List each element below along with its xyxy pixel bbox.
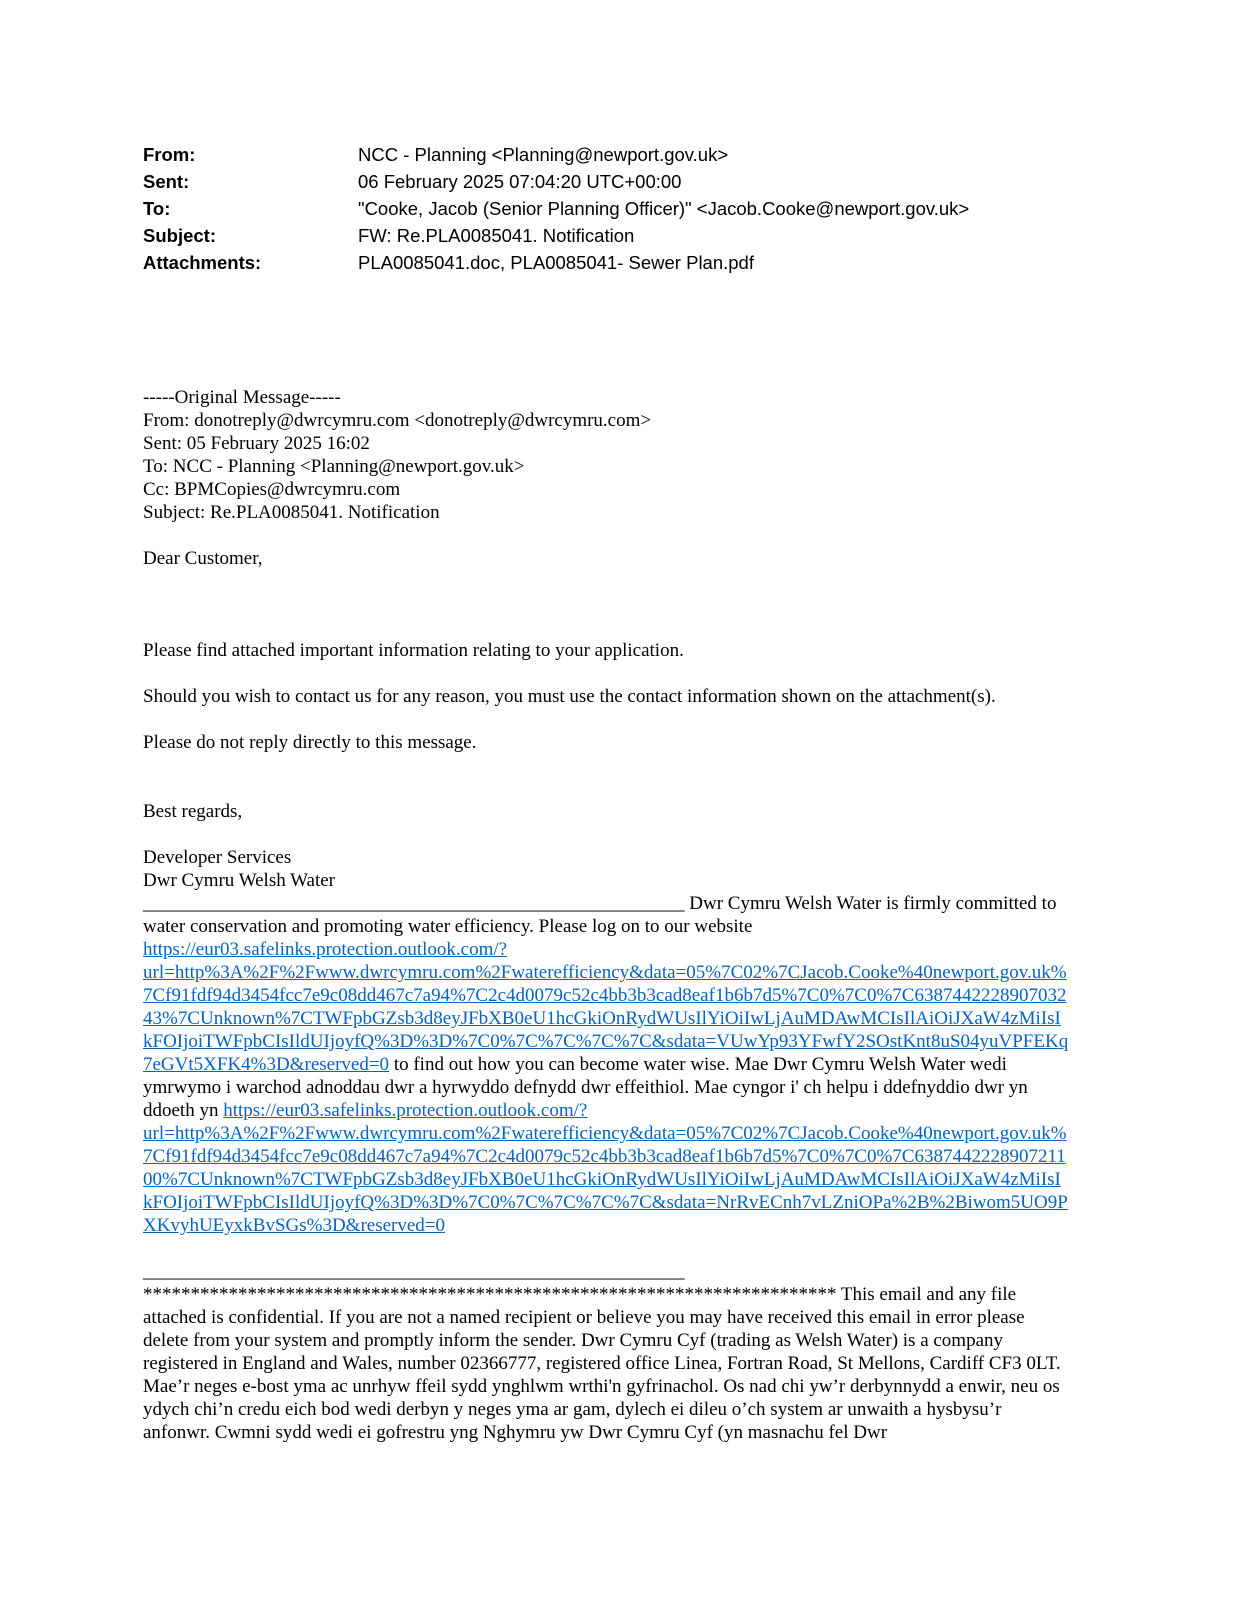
- text-run: to find out how you can become water wise. Mae Dwr Cymru Welsh Water wedi ymrwymo i warchod adnoddau dwr a hyrwyddo defnydd dwr effeithiol. Mae cyngor i' ch helpu i ddefnyddio dwr yn ddoeth yn: [143, 1054, 1028, 1121]
- header-value-subject: FW: Re.PLA0085041. Notification: [358, 225, 635, 246]
- quoted-to: [143, 455, 1069, 478]
- header-field-subject: [143, 222, 1069, 249]
- signature-team: [143, 846, 1069, 869]
- body-paragraph-contact-info: [143, 685, 1069, 708]
- header-value-to: "Cooke, Jacob (Senior Planning Officer)" <Jacob.Cooke@newport.gov.uk>: [358, 198, 970, 219]
- quoted-from: [143, 409, 1069, 432]
- text-run: Please find attached important information relating to your application.: [143, 640, 684, 661]
- confidentiality-notice: [143, 1283, 1069, 1444]
- sign-off: [143, 800, 1069, 823]
- text-run: Cc: BPMCopies@dwrcymru.com: [143, 479, 401, 500]
- quoted-cc: [143, 478, 1069, 501]
- body-paragraph-attached-info: [143, 639, 1069, 662]
- blank-line: [143, 1237, 1069, 1260]
- header-label-attachments: Attachments:: [143, 252, 262, 273]
- email-body: [143, 386, 1069, 1444]
- text-run: Dear Customer,: [143, 548, 263, 569]
- water-efficiency-link-english[interactable]: https://eur03.safelinks.protection.outlook.com/?url=http%3A%2F%2Fwww.dwrcymru.com%2Fwaterefficiency&data=05%7C02%7CJacob.Cooke%40newport.gov.uk%7Cf91fdf94d3454fcc7e9c08dd467c7a94%7C2c4d0079c52c4bb3b3cad8eaf1b6b7d5%7C0%7C0%7C638744222890703243%7CUnknown%7CTWFpbGZsb3d8eyJFbXB0eU1hcGkiOnRydWUsIlYiOiIwLjAuMDAwMCIsIlAiOiJXaW4zMiIsIkFOIjoiTWFpbCIsIldUIjoyfQ%3D%3D%7C0%7C%7C%7C%7C&sdata=VUwYp93YFwfY2SOstKnt8uS04yuVPFEKq7eGVt5XFK4%3D&reserved=0: [143, 939, 1069, 1075]
- header-field-sent: [143, 168, 1069, 195]
- header-field-to: [143, 195, 1069, 222]
- blank-line: [143, 777, 1069, 800]
- text-run: To: NCC - Planning <Planning@newport.gov.uk>: [143, 456, 525, 477]
- header-field-attachments: [143, 249, 1069, 276]
- text-run: ************************************************************************* This email and any file attached is confidential. If you are not a named recipient or believe you may have received this email in error please delete from your system and promptly inform the sender. Dwr Cymru Cyf (trading as Welsh Water) is a company registered in England and Wales, number 02366777, registered office Linea, Fortran Road, St Mellons, Cardiff CF3 0LT. Mae’r neges e-bost yma ac unrhyw ffeil sydd ynghlwm wrthi'n gyfrinachol. Os nad chi yw’r derbynnydd a enwir, neu os ydych chi’n credu eich bod wedi derbyn y neges yma ar gam, dylech ei dileu o’ch system ar unwaith a hysbysu’r anfonwr. Cwmni sydd wedi ei gofrestru yng Nghymru yw Dwr Cymru Cyf (yn masnachu fel Dwr: [143, 1284, 1061, 1443]
- header-value-from: NCC - Planning <Planning@newport.gov.uk>: [358, 144, 729, 165]
- text-run: _________________________________________________________ Dwr Cymru Welsh Water is firmly committed to water conservation and promoting water efficiency. Please log on to our website: [143, 893, 1057, 937]
- blank-line: [143, 616, 1069, 639]
- header-value-sent: 06 February 2025 07:04:20 UTC+00:00: [358, 171, 682, 192]
- text-run: Please do not reply directly to this message.: [143, 732, 477, 753]
- text-run: _________________________________________________________: [143, 1261, 685, 1282]
- header-label-subject: Subject:: [143, 225, 216, 246]
- header-label-to: To:: [143, 198, 171, 219]
- blank-line: [143, 662, 1069, 685]
- blank-line: [143, 823, 1069, 846]
- blank-line: [143, 754, 1069, 777]
- quoted-sent: [143, 432, 1069, 455]
- water-efficiency-link-welsh[interactable]: https://eur03.safelinks.protection.outlook.com/?url=http%3A%2F%2Fwww.dwrcymru.com%2Fwaterefficiency&data=05%7C02%7CJacob.Cooke%40newport.gov.uk%7Cf91fdf94d3454fcc7e9c08dd467c7a94%7C2c4d0079c52c4bb3b3cad8eaf1b6b7d5%7C0%7C0%7C638744222890721100%7CUnknown%7CTWFpbGZsb3d8eyJFbXB0eU1hcGkiOnRydWUsIlYiOiIwLjAuMDAwMCIsIlAiOiJXaW4zMiIsIkFOIjoiTWFpbCIsIldUIjoyfQ%3D%3D%7C0%7C%7C%7C%7C&sdata=NrRvECnh7vLZniOPa%2B%2Biwom5UO9PXKvyhUEyxkBvSGs%3D&reserved=0: [143, 1100, 1068, 1236]
- text-run: Best regards,: [143, 801, 243, 822]
- signature-company: [143, 869, 1069, 892]
- header-field-from: [143, 141, 1069, 168]
- header-value-attachments: PLA0085041.doc, PLA0085041- Sewer Plan.pdf: [358, 252, 754, 273]
- blank-line: [143, 570, 1069, 593]
- body-paragraph-no-reply: [143, 731, 1069, 754]
- text-run: Subject: Re.PLA0085041. Notification: [143, 502, 440, 523]
- quoted-subject: [143, 501, 1069, 524]
- divider-line: [143, 1260, 1069, 1283]
- blank-line: [143, 593, 1069, 616]
- salutation: [143, 547, 1069, 570]
- email-header: [143, 141, 1069, 276]
- blank-line: [143, 524, 1069, 547]
- water-efficiency-paragraph: [143, 892, 1069, 1237]
- text-run: Developer Services: [143, 847, 292, 868]
- original-message-separator: [143, 386, 1069, 409]
- blank-line: [143, 708, 1069, 731]
- header-label-from: From:: [143, 144, 196, 165]
- text-run: Dwr Cymru Welsh Water: [143, 870, 336, 891]
- text-run: Should you wish to contact us for any reason, you must use the contact information shown on the attachment(s).: [143, 686, 996, 707]
- text-run: -----Original Message-----: [143, 387, 341, 408]
- header-label-sent: Sent:: [143, 171, 190, 192]
- text-run: From: donotreply@dwrcymru.com <donotreply@dwrcymru.com>: [143, 410, 652, 431]
- text-run: Sent: 05 February 2025 16:02: [143, 433, 370, 454]
